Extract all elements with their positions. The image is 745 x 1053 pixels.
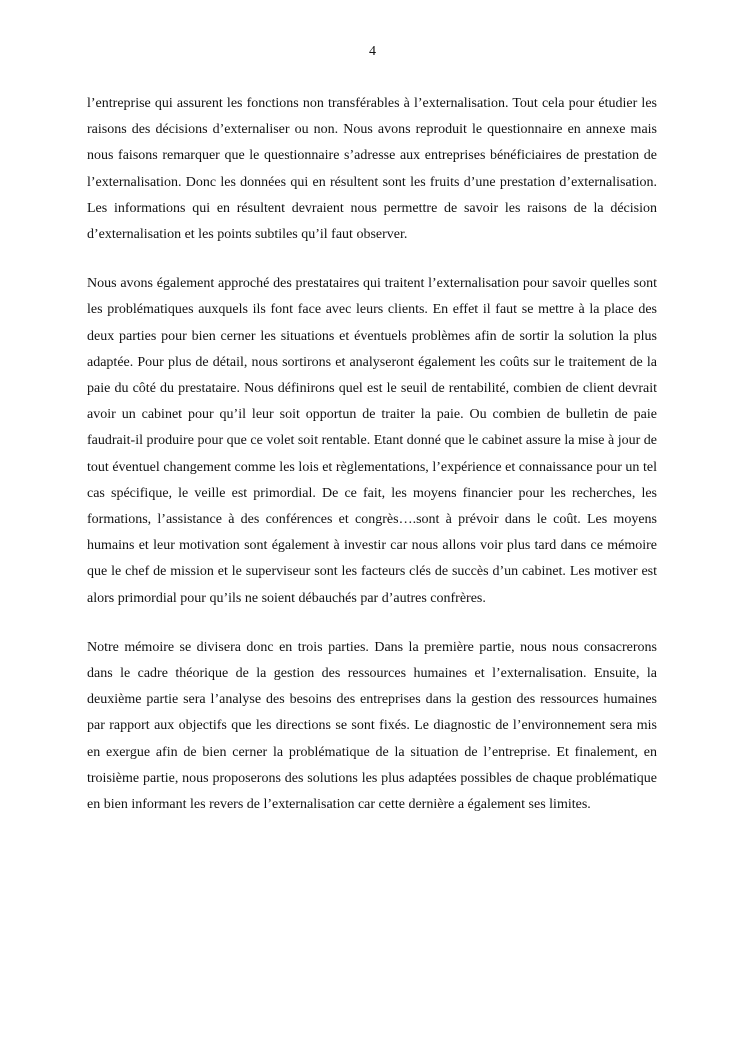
paragraph-3: Notre mémoire se divisera donc en trois parties. Dans la première partie, nous nous consacrerons dans le cadre théorique de la gestion des ressources humaines et l’externalisation. Ensuite, la deuxième partie sera l’analyse des besoins des entreprises dans la gestion des ressources humaines par rapport aux objectifs que les directions se sont fixés. Le diagnostic de l’environnement sera mis en exergue afin de bien cerner la problématique de la situation de l’entreprise. Et finalement, en troisième partie, nous proposerons des solutions les plus adaptées possibles de chaque problématique en bien informant les revers de l’externalisation car cette dernière a également ses limites. [87,639,657,813]
page-number: 4 [369,44,376,59]
paragraph-1: l’entreprise qui assurent les fonctions non transférables à l’externalisation. Tout cela pour étudier les raisons des décisions d’externaliser ou non. Nous avons reproduit le questionnaire en annexe mais nous faisons remarquer que le questionnaire s’adresse aux entreprises bénéficiaires de prestation de l’externalisation. Donc les données qui en résultent sont les fruits d’une prestation d’externalisation. Les informations qui en résultent devraient nous permettre de savoir les raisons de la décision d’externalisation et les points subtiles qu’il faut observer. [87,96,657,243]
body-text [87,91,657,841]
paragraph-2: Nous avons également approché des prestataires qui traitent l’externalisation pour savoir quelles sont les problématiques auxquels ils font face avec leurs clients. En effet il faut se mettre à la place des deux parties pour bien cerner les situations et éventuels problèmes afin de sortir la solution la plus adaptée. Pour plus de détail, nous sortirons et analyseront également les coûts sur le traitement de la paie du côté du prestataire. Nous définirons quel est le seuil de rentabilité, combien de client devrait avoir un cabinet pour qu’il leur soit opportun de traiter la paie. Ou combien de bulletin de paie faudrait-il produire pour que ce volet soit rentable. Etant donné que le cabinet assure la mise à jour de tout éventuel changement comme les lois et règlementations, l’expérience et connaissance pour un tel cas spécifique, le veille est primordial. De ce fait, les moyens financier pour les recherches, les formations, l’assistance à des conférences et congrès….sont à prévoir dans le coût. Les moyens humains et leur motivation sont également à investir car nous allons voir plus tard dans ce mémoire que le chef de mission et le superviseur sont les facteurs clés de succès d’un cabinet. Les motiver est alors primordial pour qu’ils ne soient débauchés par d’autres confrères. [87,276,657,606]
